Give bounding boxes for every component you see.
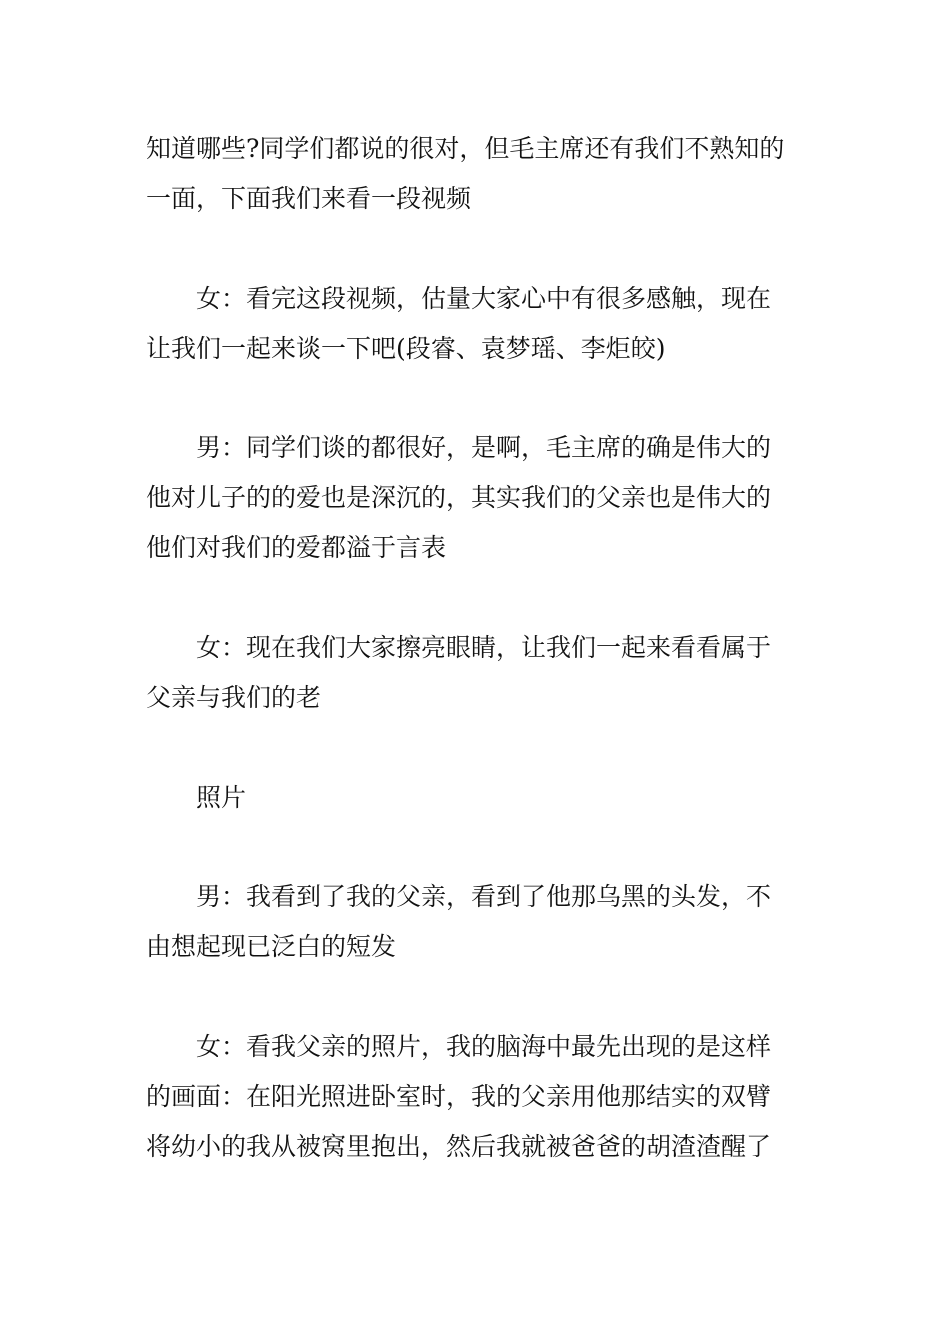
paragraph-7-line-1: 女：看我父亲的照片，我的脑海中最先出现的是这样 (196, 1032, 772, 1061)
paragraph-7-line-2: 的画面：在阳光照进卧室时，我的父亲用他那结实的双臂 (146, 1082, 772, 1111)
paragraph-5-line-1: 照片 (196, 783, 247, 812)
paragraph-2-line-2: 让我们一起来谈一下吧(段睿、袁梦瑶、李炬皎) (146, 334, 666, 363)
paragraph-1-line-1: 知道哪些?同学们都说的很对，但毛主席还有我们不熟知的 (146, 134, 785, 163)
paragraph-1-line-2: 一面，下面我们来看一段视频 (146, 184, 472, 213)
paragraph-6-line-1: 男：我看到了我的父亲，看到了他那乌黑的头发，不 (196, 882, 772, 911)
paragraph-3-line-1: 男：同学们谈的都很好，是啊，毛主席的确是伟大的 (196, 433, 772, 462)
paragraph-3-line-3: 他们对我们的爱都溢于言表 (146, 533, 447, 562)
paragraph-2-line-1: 女：看完这段视频，估量大家心中有很多感触，现在 (196, 284, 772, 313)
paragraph-3-line-2: 他对儿子的的爱也是深沉的，其实我们的父亲也是伟大的 (146, 483, 772, 512)
paragraph-6-line-2: 由想起现已泛白的短发 (146, 932, 397, 961)
paragraph-7-line-3: 将幼小的我从被窝里抱出，然后我就被爸爸的胡渣渣醒了 (146, 1132, 772, 1161)
paragraph-4-line-2: 父亲与我们的老 (146, 683, 322, 712)
paragraph-4-line-1: 女：现在我们大家擦亮眼睛，让我们一起来看看属于 (196, 633, 772, 662)
